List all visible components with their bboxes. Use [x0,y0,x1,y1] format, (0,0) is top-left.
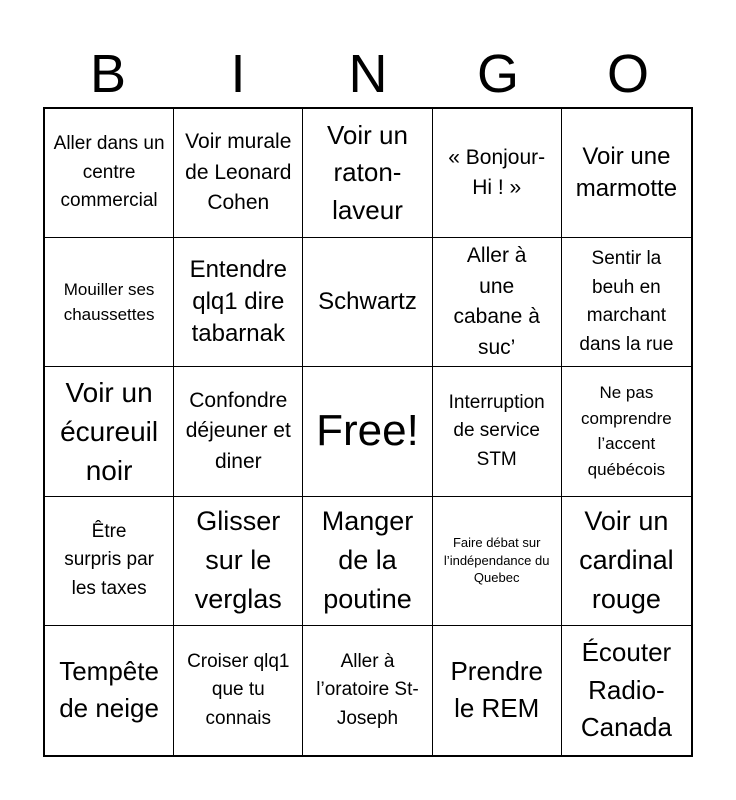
cell-text: Croiser qlq1 que tu connais [187,650,290,729]
bingo-cell-r3c5[interactable] [562,367,691,496]
header-letter-g: G [476,44,519,104]
cell-text: Voir murale de Leonard Cohen [185,130,292,215]
bingo-cell-r2c3[interactable] [303,238,432,367]
cell-text: Tempête de neige [59,655,159,724]
cell-text: Aller dans un centre commercial [53,133,165,212]
bingo-cell-r2c4[interactable] [433,238,562,367]
cell-text: Sentir la beuh en marchant dans la rue [579,248,674,355]
bingo-cell-r2c5[interactable] [562,238,691,367]
bingo-cell-r5c3[interactable] [303,626,432,755]
bingo-cell-r5c5[interactable] [562,626,691,755]
bingo-cell-r1c4[interactable] [433,109,562,238]
bingo-cell-r5c2[interactable] [174,626,303,755]
header-letter-i: I [230,44,246,104]
bingo-cell-r3c1[interactable] [45,367,174,496]
cell-text: « Bonjour-Hi ! » [448,145,546,200]
header-letter-o: O [606,44,649,104]
cell-text: Glisser sur le verglas [194,505,282,615]
cell-text: Mouiller ses chaussettes [63,279,155,325]
bingo-cell-r4c1[interactable] [45,497,174,626]
bingo-cell-r1c1[interactable] [45,109,174,238]
cell-text: Voir un cardinal rouge [579,505,674,615]
cell-text: Voir une marmotte [575,142,678,203]
cell-text: Voir un raton-laveur [327,119,408,225]
bingo-cell-r4c2[interactable] [174,497,303,626]
cell-text: Faire débat sur l’indépendance du Quebec [443,535,550,586]
bingo-cell-r4c3[interactable] [303,497,432,626]
cell-text: Aller à une cabane à suc’ [453,244,540,359]
bingo-cell-r5c4[interactable] [433,626,562,755]
cell-text: Aller à l’oratoire St-Joseph [316,650,419,729]
cell-text: Confondre déjeuner et diner [185,388,291,473]
cell-text: Manger de la poutine [321,505,414,615]
bingo-cell-r4c5[interactable] [562,497,691,626]
bingo-cell-r2c1[interactable] [45,238,174,367]
bingo-cell-r1c3[interactable] [303,109,432,238]
cell-text: Prendre le REM [450,655,543,724]
cell-text: Voir un écureuil noir [60,376,159,487]
bingo-cell-r1c2[interactable] [174,109,303,238]
bingo-header [43,40,693,108]
cell-text: Écouter Radio-Canada [580,636,672,743]
bingo-cell-r4c4[interactable] [433,497,562,626]
cell-text: Entendre qlq1 dire tabarnak [189,255,287,348]
bingo-cell-free[interactable] [303,367,432,496]
bingo-board [43,107,693,757]
cell-text: Ne pas comprendre l’accent québécois [581,383,672,479]
bingo-cell-r2c2[interactable] [174,238,303,367]
bingo-cell-r5c1[interactable] [45,626,174,755]
cell-text: Schwartz [318,288,417,316]
cell-text: Interruption de service STM [448,391,545,470]
header-letter-n: N [348,44,388,104]
bingo-cell-r3c4[interactable] [433,367,562,496]
free-space-text: Free! [316,406,419,456]
header-letter-b: B [89,44,127,104]
cell-text: Être surpris par les taxes [64,520,154,599]
bingo-cell-r1c5[interactable] [562,109,691,238]
bingo-cell-r3c2[interactable] [174,367,303,496]
